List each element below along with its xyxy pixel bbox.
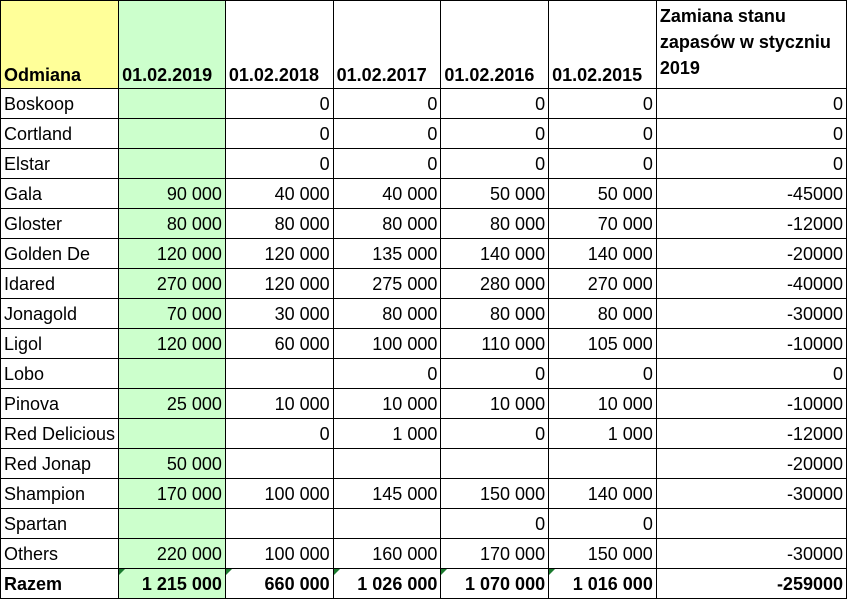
cell-2015[interactable]: 150 000 <box>549 539 657 569</box>
cell-2018[interactable]: 660 000 <box>225 569 333 599</box>
variety-name[interactable]: Elstar <box>1 149 119 179</box>
cell-2019[interactable]: 220 000 <box>119 539 226 569</box>
table-row <box>1 119 847 149</box>
table-row <box>1 329 847 359</box>
cell-2017[interactable]: 135 000 <box>333 239 441 269</box>
cell-2019[interactable]: 70 000 <box>119 299 226 329</box>
cell-2018[interactable] <box>225 449 333 479</box>
variety-name[interactable]: Spartan <box>1 509 119 539</box>
header-date-2018[interactable]: 01.02.2018 <box>225 1 333 89</box>
cell-2018[interactable]: 0 <box>225 419 333 449</box>
cell-change[interactable]: -12000 <box>656 419 846 449</box>
cell-2019[interactable]: 90 000 <box>119 179 226 209</box>
cell-2015[interactable]: 50 000 <box>549 179 657 209</box>
cell-2017[interactable] <box>333 509 441 539</box>
cell-2017[interactable]: 275 000 <box>333 269 441 299</box>
table-row <box>1 89 847 119</box>
cell-2017[interactable]: 0 <box>333 359 441 389</box>
cell-change[interactable] <box>656 509 846 539</box>
cell-2016[interactable]: 0 <box>441 509 549 539</box>
cell-2016[interactable]: 0 <box>441 359 549 389</box>
total-label[interactable]: Razem <box>1 569 119 599</box>
cell-change[interactable]: -30000 <box>656 479 846 509</box>
cell-2019[interactable]: 80 000 <box>119 209 226 239</box>
cell-2017[interactable]: 145 000 <box>333 479 441 509</box>
cell-2019[interactable] <box>119 509 226 539</box>
table-row <box>1 209 847 239</box>
cell-2016[interactable]: 10 000 <box>441 389 549 419</box>
cell-2019[interactable]: 170 000 <box>119 479 226 509</box>
cell-2015[interactable]: 70 000 <box>549 209 657 239</box>
cell-change[interactable]: -30000 <box>656 299 846 329</box>
cell-2015[interactable]: 0 <box>549 119 657 149</box>
cell-2015[interactable]: 0 <box>549 149 657 179</box>
cell-2017[interactable]: 10 000 <box>333 389 441 419</box>
header-date-2019[interactable]: 01.02.2019 <box>119 1 226 89</box>
cell-2018[interactable]: 100 000 <box>225 479 333 509</box>
table-row <box>1 539 847 569</box>
cell-2015[interactable]: 0 <box>549 89 657 119</box>
table-row <box>1 509 847 539</box>
cell-2016[interactable]: 80 000 <box>441 299 549 329</box>
header-date-2017[interactable]: 01.02.2017 <box>333 1 441 89</box>
variety-name[interactable]: Pinova <box>1 389 119 419</box>
variety-name[interactable]: Jonagold <box>1 299 119 329</box>
cell-2016[interactable]: 50 000 <box>441 179 549 209</box>
cell-2019[interactable]: 120 000 <box>119 239 226 269</box>
cell-2016[interactable]: 150 000 <box>441 479 549 509</box>
cell-change[interactable]: 0 <box>656 89 846 119</box>
cell-2018[interactable]: 40 000 <box>225 179 333 209</box>
cell-change[interactable]: -10000 <box>656 329 846 359</box>
cell-2015[interactable] <box>549 449 657 479</box>
cell-2019[interactable]: 270 000 <box>119 269 226 299</box>
cell-2018[interactable] <box>225 359 333 389</box>
cell-change[interactable]: -259000 <box>656 569 846 599</box>
header-date-2015[interactable]: 01.02.2015 <box>549 1 657 89</box>
total-row <box>1 569 847 599</box>
cell-2018[interactable]: 0 <box>225 119 333 149</box>
cell-2016[interactable]: 280 000 <box>441 269 549 299</box>
variety-name[interactable]: Red Jonap <box>1 449 119 479</box>
cell-2018[interactable]: 120 000 <box>225 269 333 299</box>
cell-2015[interactable]: 140 000 <box>549 479 657 509</box>
cell-2017[interactable]: 0 <box>333 119 441 149</box>
table-row <box>1 269 847 299</box>
cell-2018[interactable]: 0 <box>225 149 333 179</box>
cell-2019[interactable]: 50 000 <box>119 449 226 479</box>
cell-change[interactable]: 0 <box>656 119 846 149</box>
cell-2018[interactable]: 10 000 <box>225 389 333 419</box>
cell-2019[interactable] <box>119 149 226 179</box>
cell-2016[interactable]: 0 <box>441 419 549 449</box>
header-date-2016[interactable]: 01.02.2016 <box>441 1 549 89</box>
variety-name[interactable]: Golden De <box>1 239 119 269</box>
cell-2015[interactable]: 140 000 <box>549 239 657 269</box>
cell-2017[interactable]: 100 000 <box>333 329 441 359</box>
cell-2015[interactable]: 80 000 <box>549 299 657 329</box>
cell-change[interactable]: -10000 <box>656 389 846 419</box>
cell-2017[interactable]: 40 000 <box>333 179 441 209</box>
variety-name[interactable]: Gala <box>1 179 119 209</box>
header-row <box>1 1 847 89</box>
table-row <box>1 479 847 509</box>
table-row <box>1 299 847 329</box>
cell-2019[interactable] <box>119 419 226 449</box>
cell-2016[interactable]: 0 <box>441 119 549 149</box>
cell-2019[interactable]: 1 215 000 <box>119 569 226 599</box>
cell-2017[interactable]: 0 <box>333 149 441 179</box>
variety-name[interactable]: Lobo <box>1 359 119 389</box>
cell-2018[interactable]: 80 000 <box>225 209 333 239</box>
cell-2015[interactable]: 1 016 000 <box>549 569 657 599</box>
cell-change[interactable]: -12000 <box>656 209 846 239</box>
cell-change[interactable]: -20000 <box>656 449 846 479</box>
cell-2017[interactable]: 80 000 <box>333 299 441 329</box>
variety-name[interactable]: Idared <box>1 269 119 299</box>
cell-2015[interactable]: 270 000 <box>549 269 657 299</box>
cell-2016[interactable]: 110 000 <box>441 329 549 359</box>
header-odmiana[interactable]: Odmiana <box>1 1 119 89</box>
cell-change[interactable]: 0 <box>656 359 846 389</box>
cell-2015[interactable]: 105 000 <box>549 329 657 359</box>
cell-2018[interactable] <box>225 509 333 539</box>
cell-2018[interactable]: 120 000 <box>225 239 333 269</box>
cell-2019[interactable]: 120 000 <box>119 329 226 359</box>
cell-2018[interactable]: 30 000 <box>225 299 333 329</box>
cell-change[interactable]: -45000 <box>656 179 846 209</box>
cell-2016[interactable]: 0 <box>441 89 549 119</box>
cell-change[interactable]: -40000 <box>656 269 846 299</box>
cell-change[interactable]: -30000 <box>656 539 846 569</box>
cell-2015[interactable]: 10 000 <box>549 389 657 419</box>
cell-2016[interactable]: 80 000 <box>441 209 549 239</box>
cell-2016[interactable]: 140 000 <box>441 239 549 269</box>
cell-2016[interactable]: 170 000 <box>441 539 549 569</box>
cell-2017[interactable]: 0 <box>333 89 441 119</box>
cell-2016[interactable]: 1 070 000 <box>441 569 549 599</box>
cell-2019[interactable]: 25 000 <box>119 389 226 419</box>
table-row <box>1 359 847 389</box>
cell-2017[interactable]: 1 000 <box>333 419 441 449</box>
table-row <box>1 389 847 419</box>
variety-name[interactable]: Ligol <box>1 329 119 359</box>
cell-2016[interactable] <box>441 449 549 479</box>
cell-2017[interactable]: 160 000 <box>333 539 441 569</box>
cell-change[interactable]: 0 <box>656 149 846 179</box>
variety-name[interactable]: Cortland <box>1 119 119 149</box>
cell-2017[interactable]: 1 026 000 <box>333 569 441 599</box>
cell-2019[interactable] <box>119 89 226 119</box>
cell-2018[interactable]: 0 <box>225 89 333 119</box>
cell-2018[interactable]: 100 000 <box>225 539 333 569</box>
variety-name[interactable]: Red Delicious <box>1 419 119 449</box>
cell-2015[interactable]: 1 000 <box>549 419 657 449</box>
variety-name[interactable]: Boskoop <box>1 89 119 119</box>
header-change[interactable]: Zamiana stanu zapasów w styczniu 2019 <box>656 1 846 89</box>
cell-change[interactable]: -20000 <box>656 239 846 269</box>
table-row <box>1 419 847 449</box>
variety-name[interactable]: Gloster <box>1 209 119 239</box>
cell-2017[interactable] <box>333 449 441 479</box>
cell-2016[interactable]: 0 <box>441 149 549 179</box>
table-row <box>1 179 847 209</box>
cell-2017[interactable]: 80 000 <box>333 209 441 239</box>
variety-name[interactable]: Others <box>1 539 119 569</box>
cell-2019[interactable] <box>119 359 226 389</box>
variety-name[interactable]: Shampion <box>1 479 119 509</box>
cell-2015[interactable]: 0 <box>549 509 657 539</box>
table-row <box>1 149 847 179</box>
cell-2019[interactable] <box>119 119 226 149</box>
cell-2018[interactable]: 60 000 <box>225 329 333 359</box>
table-row <box>1 449 847 479</box>
cell-2015[interactable]: 0 <box>549 359 657 389</box>
table-row <box>1 239 847 269</box>
